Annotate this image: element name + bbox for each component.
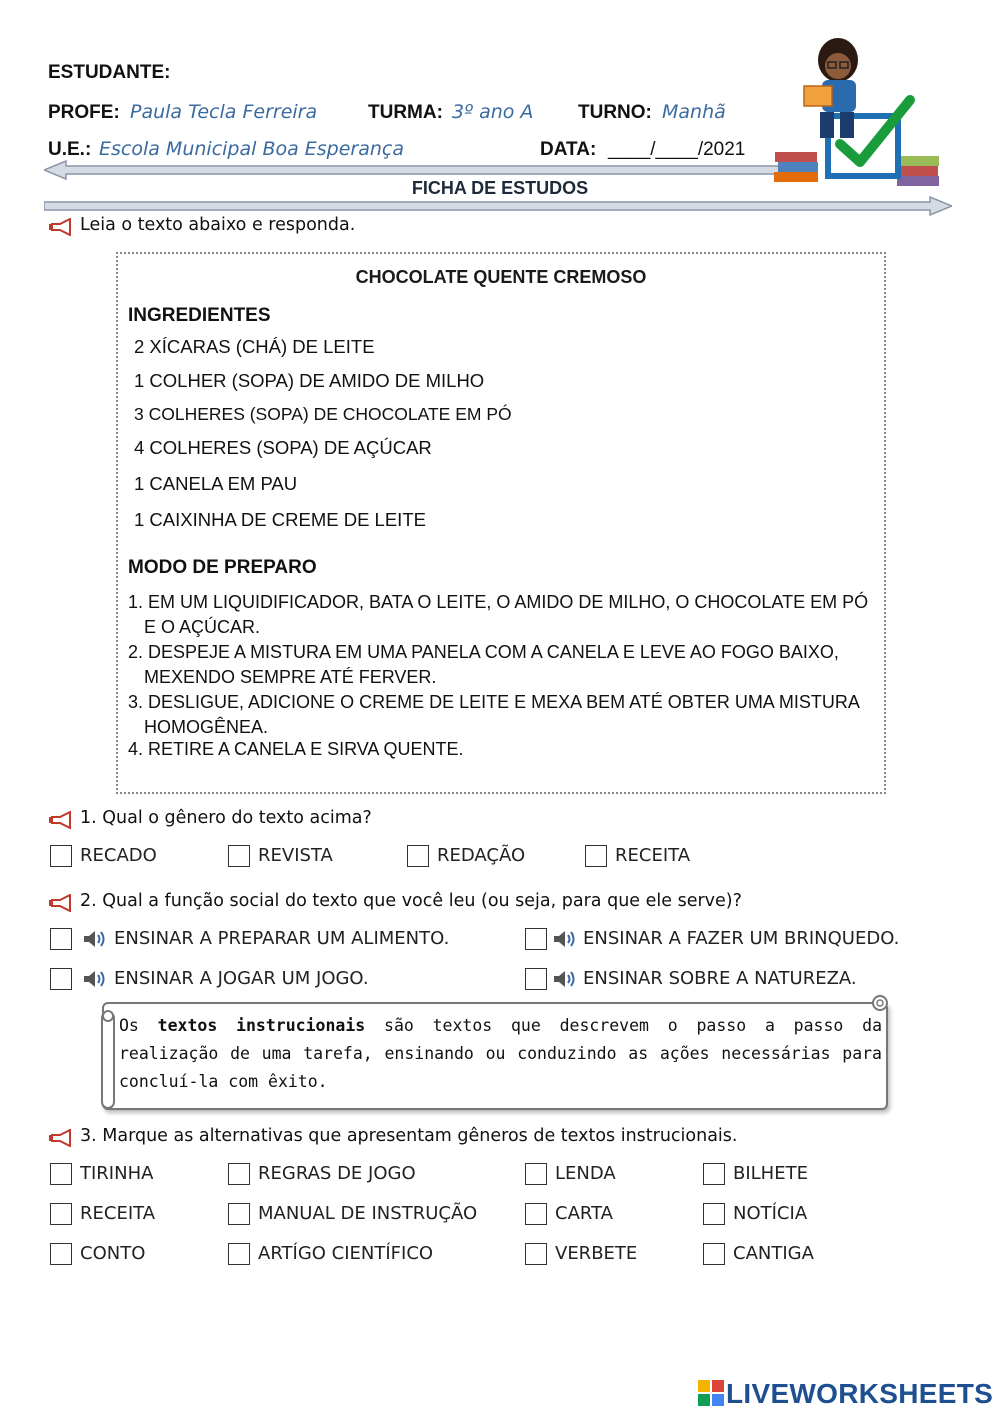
instruction-text: Leia o texto abaixo e responda. (80, 215, 356, 235)
q3-checkbox-manual[interactable] (228, 1203, 250, 1225)
megaphone-icon (48, 218, 74, 236)
header-arrow-top (44, 160, 784, 180)
q3-checkbox-carta[interactable] (525, 1203, 547, 1225)
q1-option-label: REDAÇÃO (437, 845, 526, 866)
speaker-icon[interactable] (82, 929, 106, 949)
ingredient-item: 1 CAIXINHA DE CREME DE LEITE (134, 509, 426, 530)
ingredient-item: 3 COLHERES (SOPA) DE CHOCOLATE EM PÓ (134, 404, 512, 424)
note-rest: são textos que descrevem o passo a passo da realização de uma tarefa, ensinando ou conduzindo as ações necessárias para concluí-la com êxito. (119, 1016, 883, 1091)
header-arrow-bottom (44, 196, 952, 216)
q3-question: 3. Marque as alternativas que apresentam gêneros de textos instrucionais. (80, 1126, 738, 1146)
megaphone-icon (48, 1129, 74, 1147)
sheet-title: FICHA DE ESTUDOS (411, 178, 589, 198)
q3-checkbox-bilhete[interactable] (703, 1163, 725, 1185)
q3-option-label: CARTA (555, 1203, 613, 1224)
q3-checkbox-receita[interactable] (50, 1203, 72, 1225)
q3-checkbox-conto[interactable] (50, 1243, 72, 1265)
q3-checkbox-cantiga[interactable] (703, 1243, 725, 1265)
q2-option-label: ENSINAR A JOGAR UM JOGO. (114, 968, 369, 989)
q1-option-label: REVISTA (258, 845, 333, 866)
speaker-icon[interactable] (82, 969, 106, 989)
class-label: TURMA: (368, 102, 443, 123)
method-step: 2. DESPEJE A MISTURA EM UMA PANELA COM A CANELA E LEVE AO FOGO BAIXO, MEXENDO SEMPRE ATÉ FERVER. (128, 642, 839, 687)
note-bold: textos instrucionais (157, 1016, 366, 1035)
note-text (119, 1012, 882, 1096)
school-value: Escola Municipal Boa Esperança (99, 138, 405, 160)
shift-value: Manhã (662, 101, 726, 123)
recipe-title: CHOCOLATE QUENTE CREMOSO (355, 267, 647, 287)
class-value: 3º ano A (452, 101, 534, 123)
q1-checkbox-recado[interactable] (50, 845, 72, 867)
q1-checkbox-revista[interactable] (228, 845, 250, 867)
q1-question: 1. Qual o gênero do texto acima? (80, 808, 372, 828)
teacher-illustration (770, 34, 945, 194)
q3-option-label: REGRAS DE JOGO (258, 1163, 416, 1184)
q3-option-label: VERBETE (555, 1243, 638, 1264)
method-title: MODO DE PREPARO (128, 557, 317, 578)
q3-checkbox-tirinha[interactable] (50, 1163, 72, 1185)
footer-brand[interactable]: LIVEWORKSHEETS (726, 1378, 994, 1409)
scroll-curl-left (98, 1006, 120, 1110)
ingredient-item: 1 CANELA EM PAU (134, 473, 298, 494)
q2-checkbox-alimento[interactable] (50, 928, 72, 950)
teacher-label: PROFE: (48, 102, 120, 123)
q3-option-label: LENDA (555, 1163, 616, 1184)
q3-option-label: BILHETE (733, 1163, 808, 1184)
q1-checkbox-receita[interactable] (585, 845, 607, 867)
q3-option-label: ARTÍGO CIENTÍFICO (258, 1243, 434, 1264)
q1-checkbox-redacao[interactable] (407, 845, 429, 867)
school-label: U.E.: (48, 139, 92, 160)
liveworksheets-logo-icon (698, 1380, 724, 1406)
note-prefix: Os (119, 1016, 158, 1035)
method-step: 4. RETIRE A CANELA E SIRVA QUENTE. (128, 739, 464, 759)
q3-option-label: TIRINHA (80, 1163, 154, 1184)
q2-question: 2. Qual a função social do texto que você leu (ou seja, para que ele serve)? (80, 891, 742, 911)
q2-checkbox-jogo[interactable] (50, 968, 72, 990)
ingredient-item: 1 COLHER (SOPA) DE AMIDO DE MILHO (134, 370, 485, 391)
megaphone-icon (48, 894, 74, 912)
q3-option-label: RECEITA (80, 1203, 156, 1224)
q3-option-label: MANUAL DE INSTRUÇÃO (258, 1203, 478, 1224)
method-step: 1. EM UM LIQUIDIFICADOR, BATA O LEITE, O AMIDO DE MILHO, O CHOCOLATE EM PÓ E O AÇÚCAR. (128, 592, 869, 637)
q2-checkbox-natureza[interactable] (525, 968, 547, 990)
q3-checkbox-regras-de-jogo[interactable] (228, 1163, 250, 1185)
shift-label: TURNO: (578, 102, 652, 123)
speaker-icon[interactable] (552, 929, 576, 949)
q2-checkbox-brinquedo[interactable] (525, 928, 547, 950)
q1-option-label: RECADO (80, 845, 157, 866)
speaker-icon[interactable] (552, 969, 576, 989)
date-value: ____/____/2021 (608, 139, 746, 160)
ingredient-item: 4 COLHERES (SOPA) DE AÇÚCAR (134, 437, 432, 458)
scroll-curl-right (868, 993, 892, 1013)
q3-checkbox-lenda[interactable] (525, 1163, 547, 1185)
q3-option-label: CANTIGA (733, 1243, 814, 1264)
q3-option-label: CONTO (80, 1243, 146, 1264)
method-step: 3. DESLIGUE, ADICIONE O CREME DE LEITE E MEXA BEM ATÉ OBTER UMA MISTURA HOMOGÊNEA. (128, 692, 859, 737)
q2-option-label: ENSINAR A FAZER UM BRINQUEDO. (583, 928, 900, 949)
ingredients-title: INGREDIENTES (128, 305, 271, 326)
q3-checkbox-noticia[interactable] (703, 1203, 725, 1225)
q3-checkbox-verbete[interactable] (525, 1243, 547, 1265)
q1-option-label: RECEITA (615, 845, 691, 866)
student-label: ESTUDANTE: (48, 62, 171, 83)
ingredient-item: 2 XÍCARAS (CHÁ) DE LEITE (134, 336, 375, 357)
q2-option-label: ENSINAR SOBRE A NATUREZA. (583, 968, 857, 989)
q3-option-label: NOTÍCIA (733, 1203, 808, 1224)
q3-checkbox-artigo[interactable] (228, 1243, 250, 1265)
megaphone-icon (48, 811, 74, 829)
q2-option-label: ENSINAR A PREPARAR UM ALIMENTO. (114, 928, 450, 949)
date-label: DATA: (540, 139, 597, 160)
teacher-value: Paula Tecla Ferreira (130, 101, 318, 123)
